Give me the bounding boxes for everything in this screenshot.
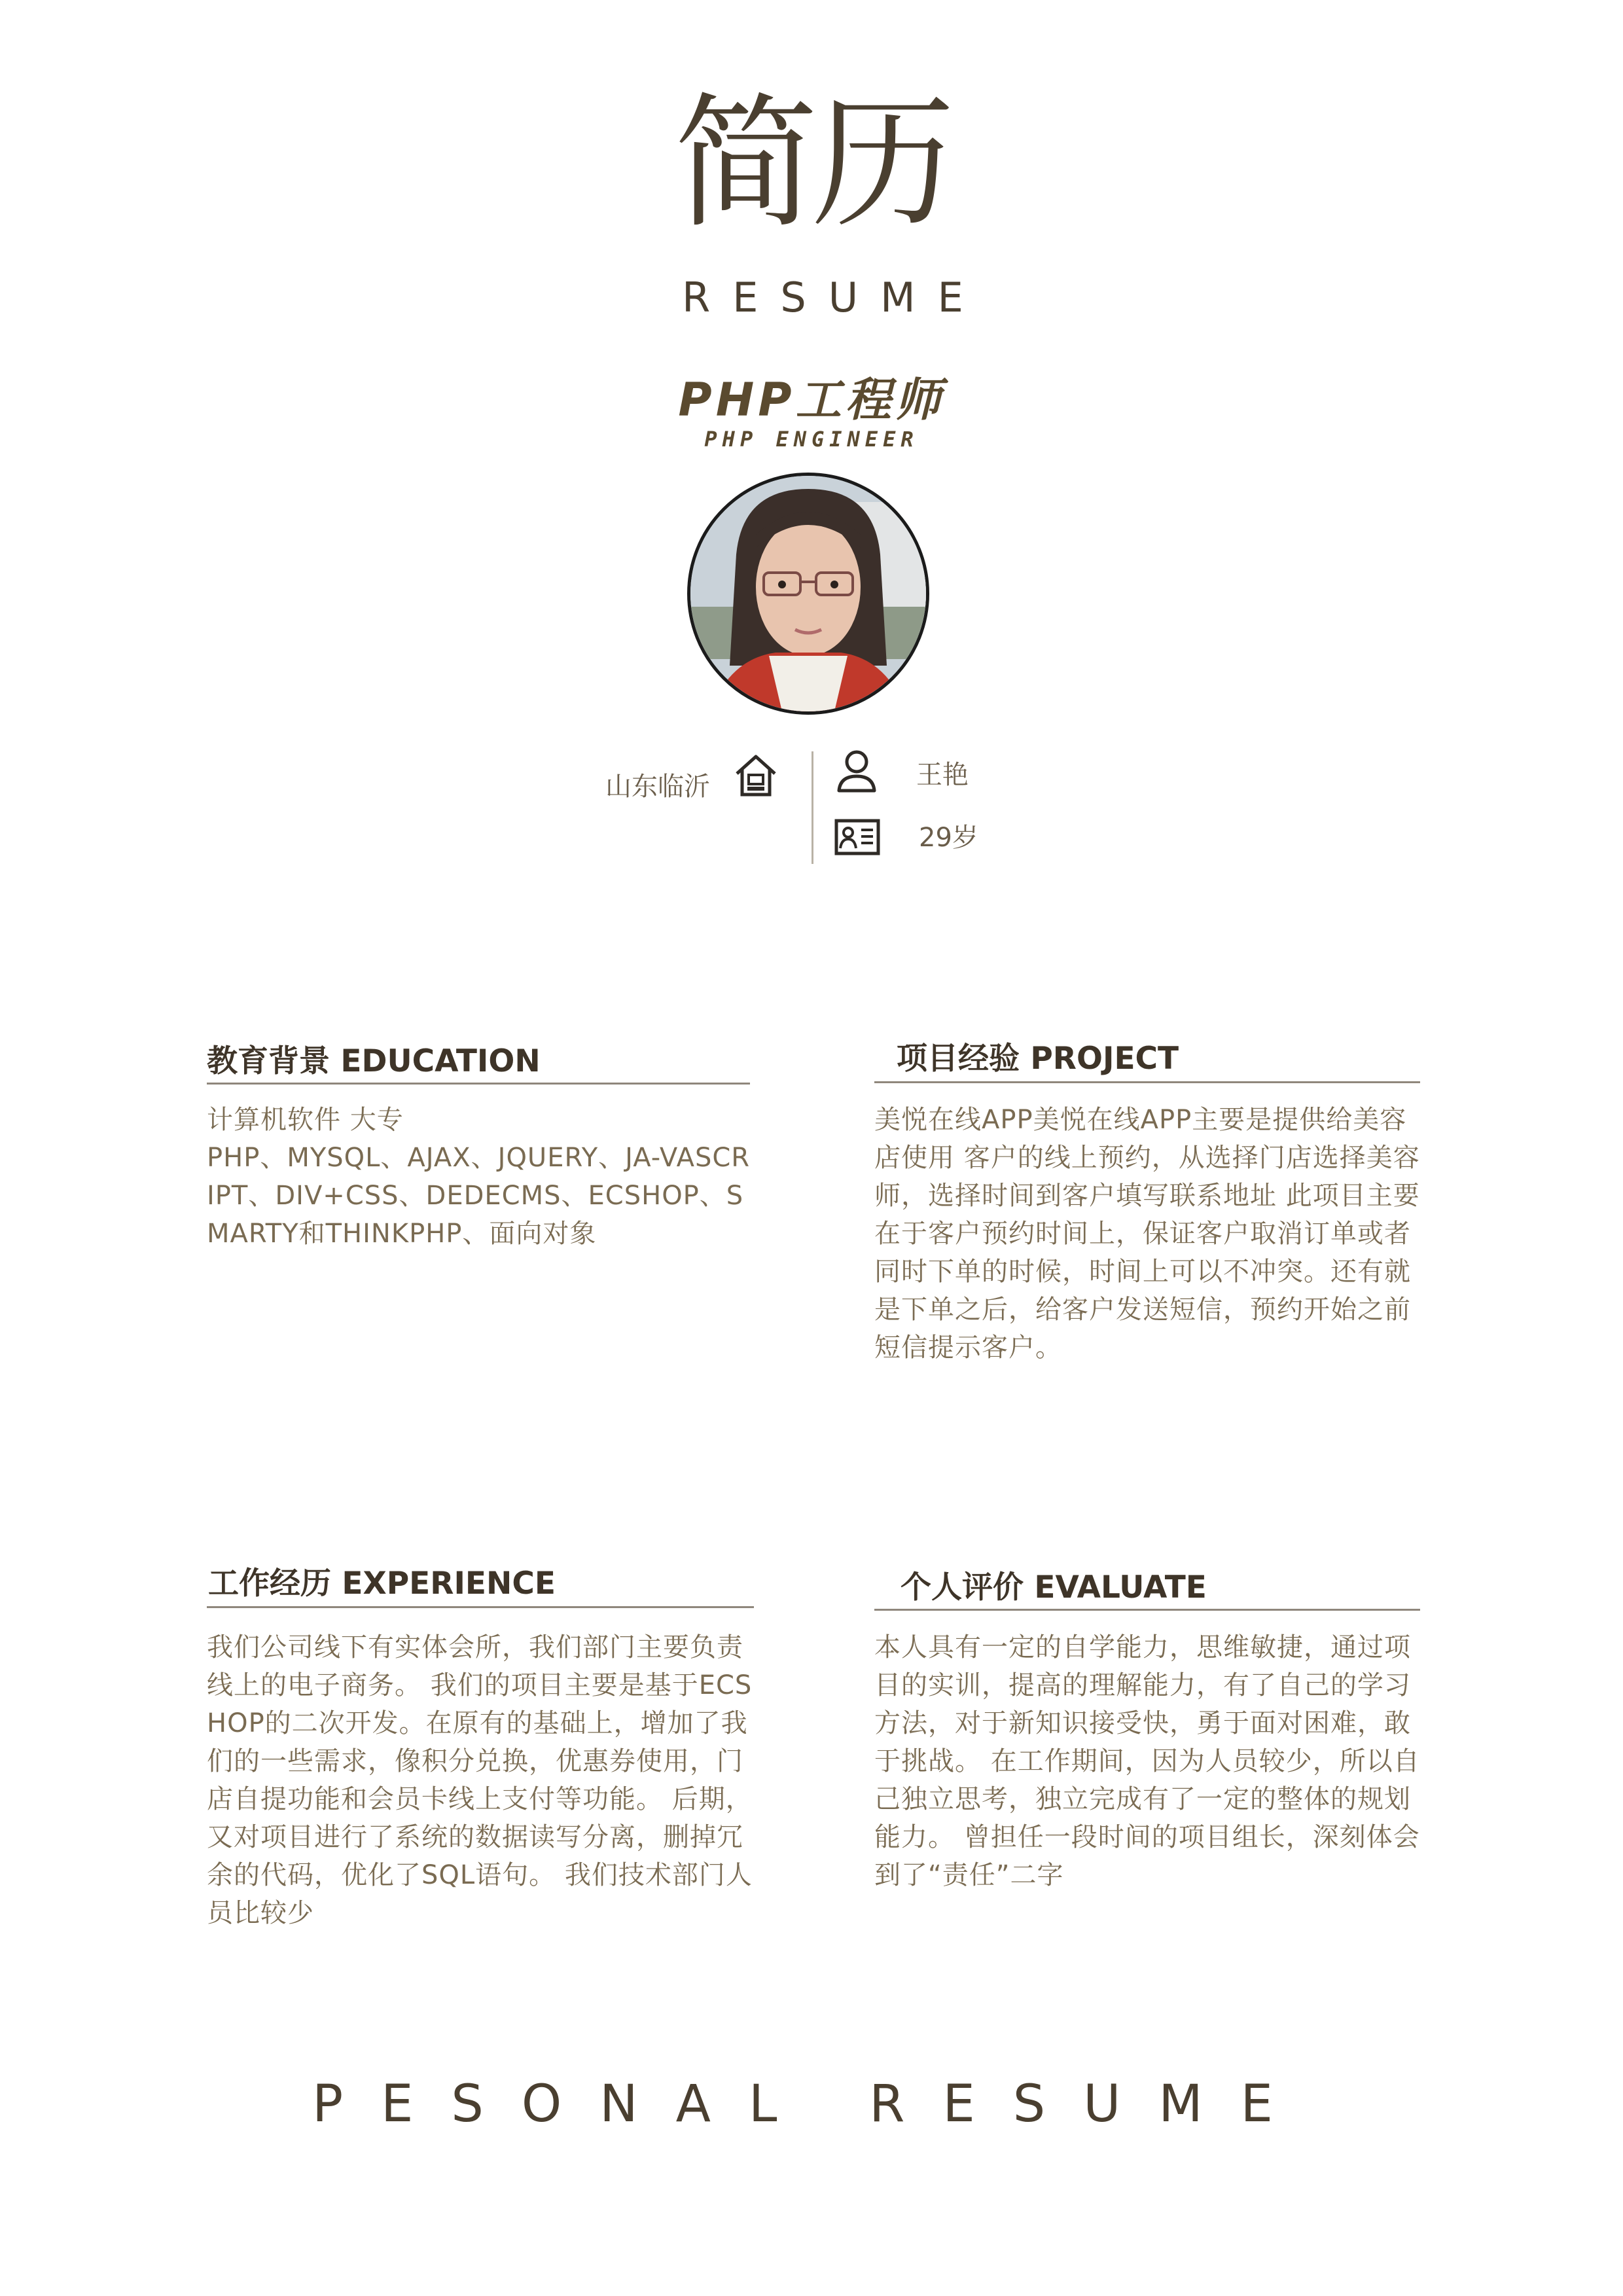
name-text: 王艳 [916,760,969,790]
footer-text: PESONAL RESUME [312,2075,1311,2134]
project-title: 项目经验 PROJECT [897,1041,1179,1077]
home-icon [733,751,779,798]
user-icon [835,747,878,795]
profile-divider [812,751,813,864]
experience-title-line [207,1606,754,1608]
evaluate-title: 个人评价 EVALUATE [901,1570,1207,1605]
job-title-cn: PHP工程师 [678,373,945,427]
project-title-line [874,1081,1420,1083]
location-text: 山东临沂 [605,772,710,802]
evaluate-title-line [874,1609,1420,1611]
evaluate-body: 本人具有一定的自学能力，思维敏捷，通过项目的实训，提高的理解能力，有了自己的学习方法，对于新知识接受快，勇于面对困难，敢于挑战。 在工作期间，因为人员较少，所以自己独立思考，独立完成有了一定的整体的规划能力。 曾担任一段时间的项目组长，深刻体会到了“责任”二字 [874,1632,1420,1890]
id-card-icon [834,818,881,856]
education-title: 教育背景 EDUCATION [207,1043,541,1079]
project-body: 美悦在线APP美悦在线APP主要是提供给美容店使用 客户的线上预约，从选择门店选择美容师，选择时间到客户填写联系地址 此项目主要在于客户预约时间上，保证客户取消订单或者同时下单的时候，时间上可以不冲突。还有就是下单之后，给客户发送短信，预约开始之前短信提示客户。 [874,1105,1420,1363]
education-title-line [207,1083,750,1085]
avatar [687,473,929,715]
job-title-en: PHP ENGINEER [704,427,919,452]
resume-title-cn: 简历 [673,80,949,247]
resume-title-en: RESUME [682,274,986,321]
age-text: 29岁 [919,823,978,853]
experience-body: 我们公司线下有实体会所，我们部门主要负责线上的电子商务。 我们的项目主要是基于ECSHOP的二次开发。在原有的基础上，增加了我们的一些需求，像积分兑换，优惠券使用，门店自提功能和会员卡线上支付等功能。 后期，又对项目进行了系统的数据读写分离，删掉冗余的代码，优化了SQL语句。 我们技术部门人员比较少 [207,1632,753,1928]
experience-title: 工作经历 EXPERIENCE [208,1566,556,1602]
education-body: 计算机软件 大专 PHP、MYSQL、AJAX、JQUERY、JA-VASCRIPT、DIV+CSS、DEDECMS、ECSHOP、SMARTY和THINKPHP、面向对象 [207,1105,751,1249]
